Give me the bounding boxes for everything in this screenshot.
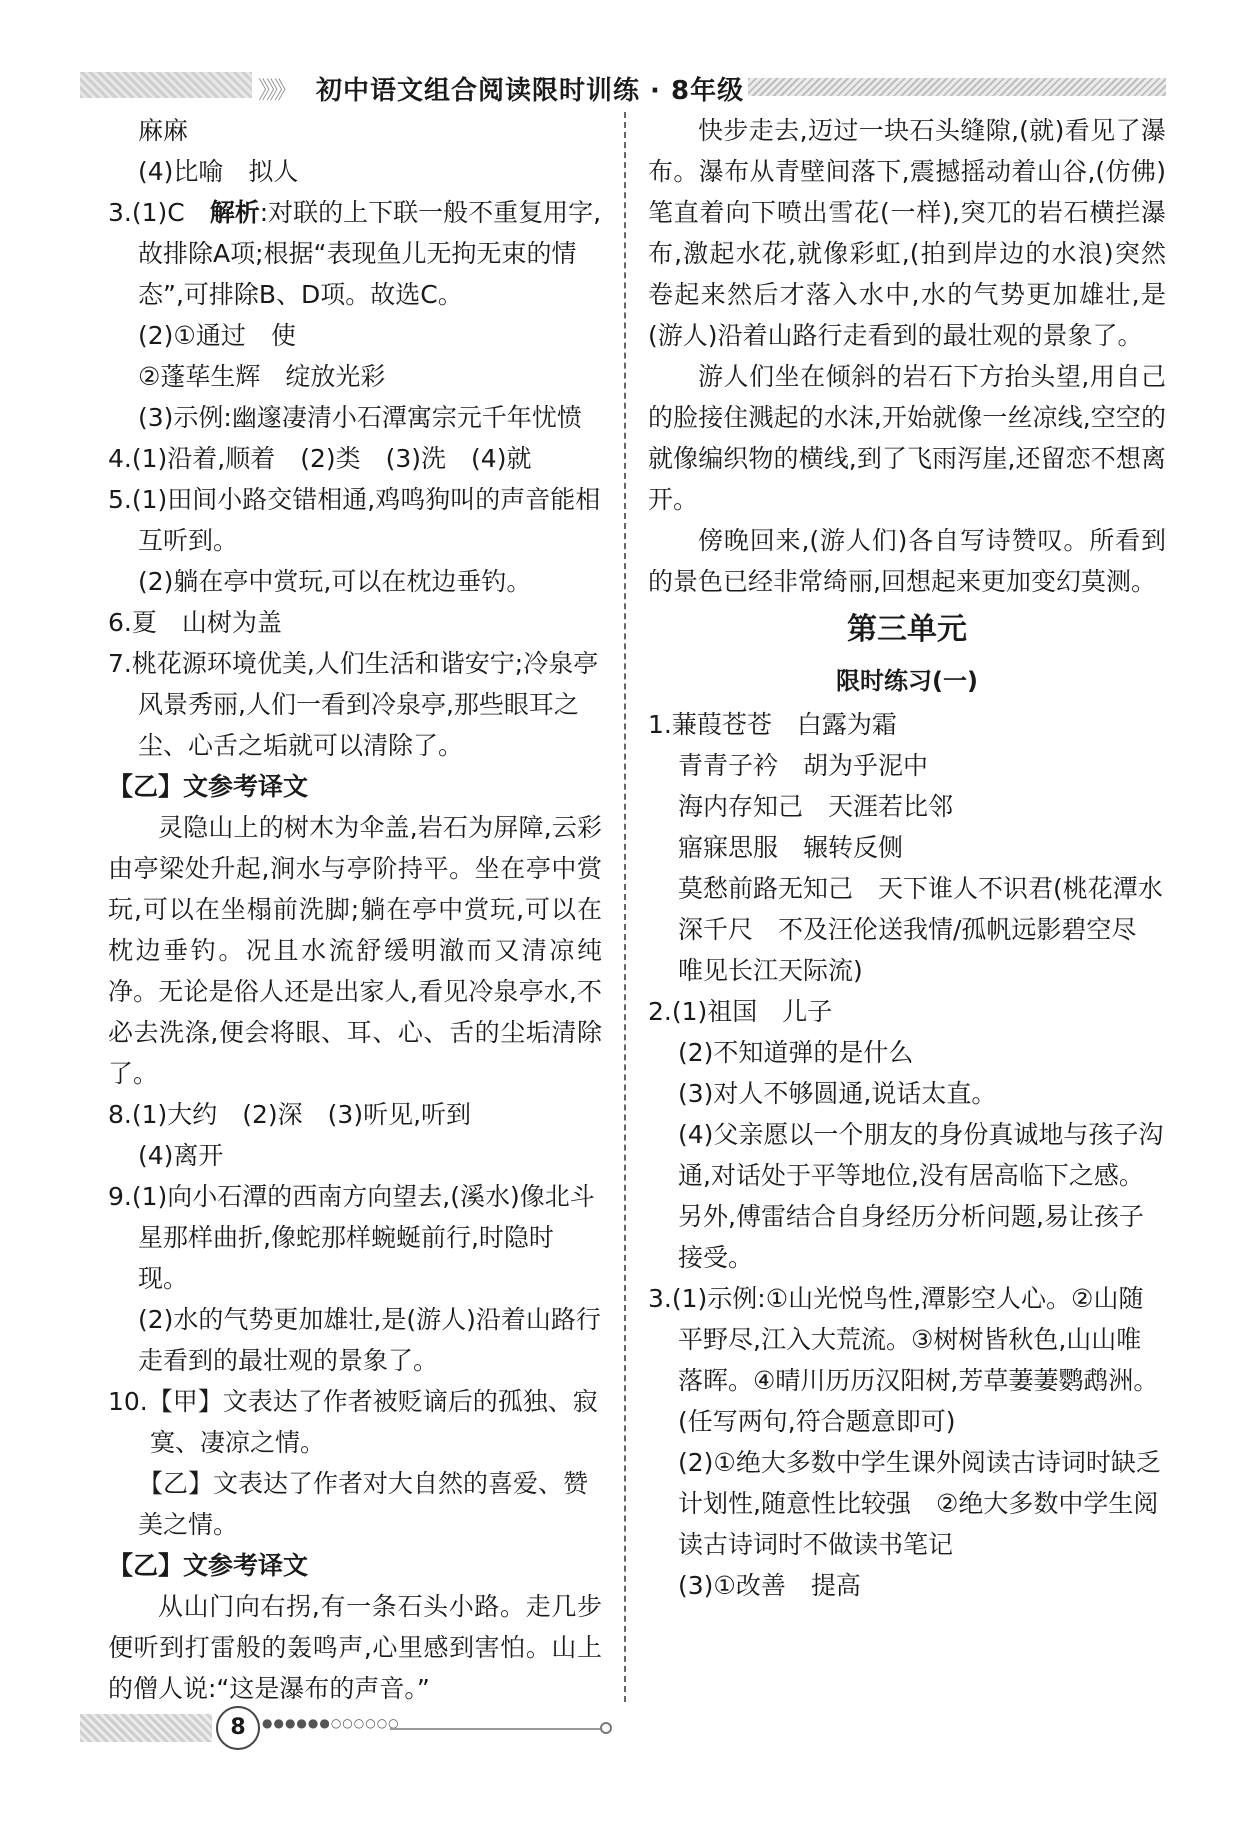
- answer-line: (4)父亲愿以一个朋友的身份真诚地与孩子沟通,对话处于平等地位,没有居高临下之感。另外,傅雷结合自身经历分析问题,易让孩子接受。: [678, 1120, 1164, 1272]
- answer-line: (3)对人不够圆通,说话太直。: [678, 1079, 997, 1108]
- answer-3: 3.(1)C 解析:对联的上下联一般不重复用字,故排除A项;根据“表现鱼儿无拘无束的情态”,可排除B、D项。故选C。: [108, 198, 602, 309]
- footer-end-circle: [600, 1722, 612, 1734]
- answer-7: 7.桃花源环境优美,人们生活和谐安宁;冷泉亭风景秀丽,人们一看到冷泉亭,那些眼耳之尘、心舌之垢就可以清除了。: [108, 649, 599, 760]
- translation-heading: 【乙】文参考译文: [108, 1551, 309, 1580]
- translation-paragraph: 从山门向右拐,有一条石头小路。走几步便听到打雷般的轰鸣声,心里感到害怕。山上的僧人说:“这是瀑布的声音。”: [108, 1592, 602, 1703]
- answer-line: ②蓬荜生辉 绽放光彩: [138, 362, 386, 391]
- answer-line: 寤寐思服 辗转反侧: [678, 833, 904, 862]
- answer-line: (4)比喻 拟人: [138, 157, 299, 186]
- answer-line: (4)离开: [138, 1141, 224, 1170]
- header-right-decoration: [748, 78, 1166, 96]
- subsection-title: 限时练习(一): [836, 667, 978, 695]
- section-title: 第三单元: [847, 612, 967, 647]
- answer-line: 【乙】文表达了作者对大自然的喜爱、赞美之情。: [138, 1469, 589, 1539]
- left-column: [108, 110, 602, 1709]
- answer-3: 3.(1)示例:①山光悦鸟性,潭影空人心。②山随平野尽,江入大荒流。③树树皆秋色,山山唯落晖。④晴川历历汉阳树,芳草萋萋鹦鹉洲。(任写两句,符合题意即可): [648, 1284, 1159, 1436]
- answer-line: 青青子衿 胡为乎泥中: [678, 751, 929, 780]
- answer-2: 2.(1)祖国 儿子: [648, 997, 833, 1026]
- answer-4: 4.(1)沿着,顺着 (2)类 (3)洗 (4)就: [108, 444, 532, 473]
- answer-line: (2)不知道弹的是什么: [678, 1038, 914, 1067]
- answer-line: (2)水的气势更加雄壮,是(游人)沿着山路行走看到的最壮观的景象了。: [138, 1305, 601, 1375]
- answer-9: 9.(1)向小石潭的西南方向望去,(溪水)像北斗星那样曲折,像蛇那样蜿蜒前行,时隐时现。: [108, 1182, 595, 1293]
- footer-dots: ●●●●●●○○○○○○: [262, 1716, 400, 1730]
- answer-line: 麻麻: [138, 116, 189, 145]
- answer-line: (2)躺在亭中赏玩,可以在枕边垂钓。: [138, 567, 532, 596]
- page-title: 初中语文组合阅读限时训练 · 8年级: [316, 76, 745, 106]
- answer-10: 10.【甲】文表达了作者被贬谪后的孤独、寂寞、凄凉之情。: [108, 1387, 598, 1457]
- footer-decoration: [80, 1714, 212, 1742]
- answer-line: (2)①绝大多数中学生课外阅读古诗词时缺乏计划性,随意性比较强 ②绝大多数中学生阅读古诗词时不做读书笔记: [678, 1448, 1161, 1559]
- answer-line: (3)①改善 提高: [678, 1571, 861, 1600]
- answer-5: 5.(1)田间小路交错相通,鸡鸣狗叫的声音能相互听到。: [108, 485, 601, 555]
- translation-paragraph: 游人们坐在倾斜的岩石下方抬头望,用自己的脸接住溅起的水沫,开始就像一丝凉线,空空的就像编织物的横线,到了飞雨泻崖,还留恋不想离开。: [648, 362, 1166, 514]
- translation-heading: 【乙】文参考译文: [108, 772, 309, 801]
- right-column: [648, 110, 1166, 1606]
- translation-paragraph: 快步走去,迈过一块石头缝隙,(就)看见了瀑布。瀑布从青壁间落下,震撼摇动着山谷,(仿佛)笔直着向下喷出雪花(一样),突兀的岩石横拦瀑布,激起水花,就像彩虹,(拍到岸边的水浪)突然卷起来然后才落入水中,水的气势更加雄壮,是(游人)沿着山路行走看到的最壮观的景象了。: [648, 116, 1166, 350]
- header-left-decoration: [80, 72, 252, 98]
- answer-6: 6.夏 山树为盖: [108, 608, 282, 637]
- translation-paragraph: 灵隐山上的树木为伞盖,岩石为屏障,云彩由亭梁处升起,涧水与亭阶持平。坐在亭中赏玩,可以在坐榻前洗脚;躺在亭中赏玩,可以在枕边垂钓。况且水流舒缓明澈而又清凉纯净。无论是俗人还是出家人,看见冷泉亭水,不必去洗涤,便会将眼、耳、心、舌的尘垢清除了。: [108, 813, 602, 1088]
- answer-line: (2)①通过 使: [138, 321, 296, 350]
- answer-line: 海内存知己 天涯若比邻: [678, 792, 954, 821]
- page-number: 8: [216, 1706, 260, 1750]
- answer-1: 1.蒹葭苍苍 白露为霜: [648, 710, 897, 739]
- analysis-label: 解析: [209, 198, 260, 227]
- answer-line: 莫愁前路无知己 天下谁人不识君(桃花潭水深千尺 不及汪伦送我情/孤帆远影碧空尽 唯见长江天际流): [678, 874, 1163, 985]
- footer-rule: [390, 1728, 600, 1730]
- translation-paragraph: 傍晚回来,(游人们)各自写诗赞叹。所看到的景色已经非常绮丽,回想起来更加变幻莫测。: [648, 526, 1166, 596]
- answer-line: (3)示例:幽邃凄清小石潭寓宗元千年忧愤: [138, 403, 582, 432]
- column-divider: [624, 112, 626, 1702]
- answer-8: 8.(1)大约 (2)深 (3)听见,听到: [108, 1100, 472, 1129]
- header-arrows: 》》》: [258, 76, 294, 104]
